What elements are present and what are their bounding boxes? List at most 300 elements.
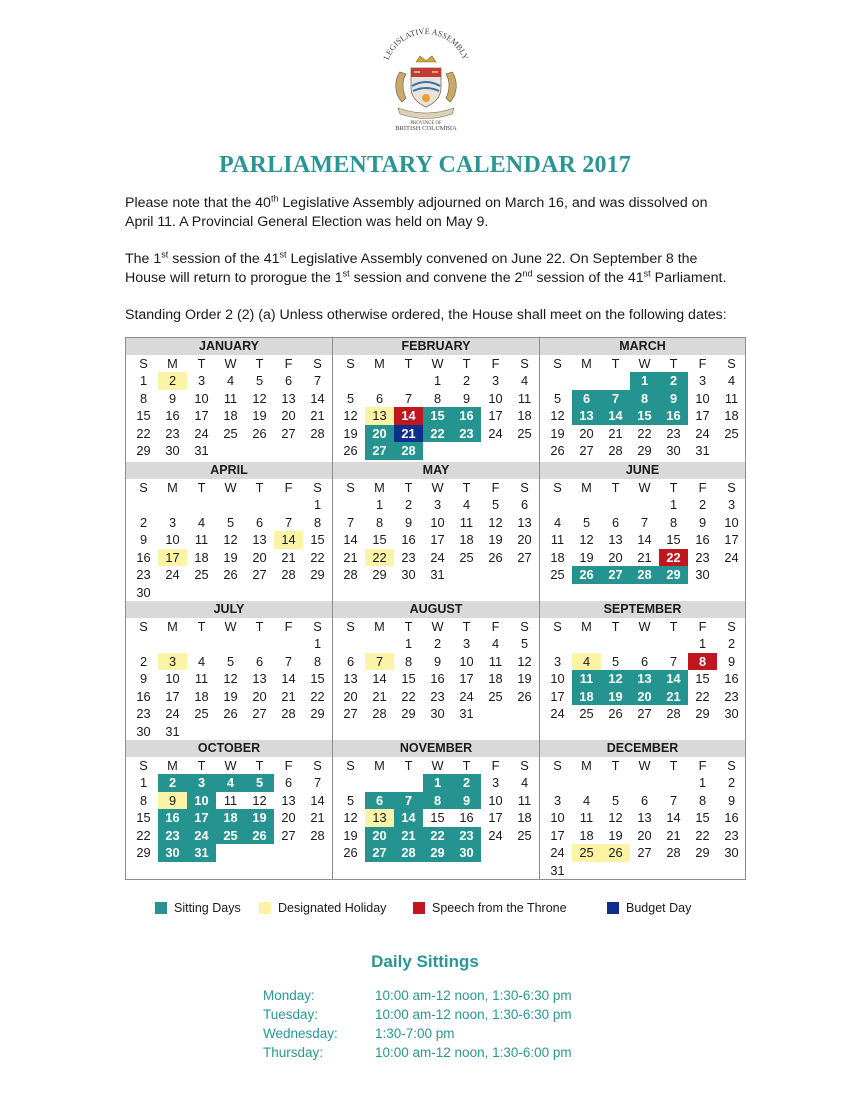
weekday-letter: W	[638, 480, 651, 495]
day-cell: 24	[695, 425, 710, 441]
weekday-letter: T	[197, 480, 206, 495]
weekday-header	[336, 757, 539, 774]
day-cell: 12	[223, 671, 238, 686]
day-cell: 6	[346, 653, 355, 669]
day-cell-sitting: 3	[187, 774, 216, 792]
page-title: PARLIAMENTARY CALENDAR 2017	[218, 152, 632, 178]
day-cell: 25	[488, 688, 503, 704]
empty-cell	[274, 635, 303, 653]
day-cell: 6	[284, 373, 293, 388]
day-cell: 6	[611, 514, 620, 530]
day-cell: 28	[608, 443, 623, 458]
weekday-letter: T	[462, 758, 471, 773]
day-cell-sitting: 26	[245, 827, 274, 845]
day-cell: 9	[139, 532, 148, 547]
day-cell: 25	[194, 567, 209, 582]
weekday-letter: W	[224, 356, 237, 371]
day-grid	[543, 774, 745, 879]
day-grid	[129, 496, 332, 601]
empty-cell	[543, 774, 572, 792]
day-cell: 27	[252, 567, 267, 582]
month-name: FEBRUARY	[333, 338, 539, 355]
weekday-letter: S	[139, 356, 148, 371]
day-grid	[129, 372, 332, 460]
day-cell-sitting: 20	[630, 688, 659, 706]
day-cell: 11	[724, 390, 739, 406]
legend-item-budget	[607, 899, 691, 917]
day-cell-sitting: 1	[423, 774, 452, 792]
month-september	[540, 601, 745, 740]
day-cell: 6	[520, 497, 529, 512]
day-cell-throne-speech: 8	[688, 653, 717, 671]
day-cell: 17	[488, 408, 503, 423]
day-cell: 11	[194, 532, 209, 547]
day-cell: 25	[550, 567, 565, 582]
p2-sup2: st	[279, 249, 287, 260]
day-cell: 7	[313, 373, 322, 388]
day-cell-sitting: 27	[601, 566, 630, 584]
day-cell: 8	[139, 792, 148, 808]
day-cell: 21	[281, 549, 296, 565]
day-cell: 21	[666, 827, 681, 843]
day-cell: 14	[343, 532, 358, 547]
month-november	[333, 740, 540, 879]
day-cell: 31	[550, 862, 565, 878]
day-cell: 18	[579, 827, 594, 843]
day-cell: 29	[637, 443, 652, 458]
p2-text-c: Legislative Assembly convened on June 22. On September 8 the House will return to prorogue the 1	[125, 251, 698, 286]
day-cell: 6	[640, 653, 649, 669]
day-cell: 31	[695, 443, 710, 458]
day-cell: 20	[281, 810, 296, 825]
day-cell: 19	[517, 671, 532, 686]
day-cell: 3	[698, 373, 707, 388]
empty-cell	[601, 635, 630, 653]
day-cell: 23	[401, 549, 416, 565]
day-cell: 18	[223, 408, 238, 423]
day-cell: 4	[197, 514, 206, 530]
empty-cell	[659, 774, 688, 792]
month-name: APRIL	[126, 462, 332, 479]
day-cell-sitting: 23	[452, 827, 481, 845]
weekday-letter: S	[139, 758, 148, 773]
day-cell: 29	[695, 845, 710, 860]
weekday-letter: F	[284, 480, 293, 495]
day-cell: 5	[226, 653, 235, 669]
empty-cell	[601, 496, 630, 514]
day-cell: 12	[252, 390, 267, 406]
weekday-letter: M	[374, 480, 385, 495]
day-cell: 5	[611, 653, 620, 669]
day-cell: 18	[517, 408, 532, 423]
day-cell: 9	[433, 653, 442, 669]
day-cell: 19	[343, 425, 358, 441]
day-cell-sitting: 15	[630, 407, 659, 425]
day-cell: 9	[139, 671, 148, 686]
day-cell: 25	[223, 425, 238, 441]
day-cell: 26	[252, 425, 267, 441]
weekday-letter: S	[313, 619, 322, 634]
empty-cell	[572, 372, 601, 390]
day-cell-sitting: 23	[452, 425, 481, 443]
day-cell: 3	[491, 373, 500, 388]
day-cell: 27	[637, 845, 652, 860]
day-cell: 27	[252, 706, 267, 721]
day-cell: 3	[553, 653, 562, 669]
weekday-letter: T	[611, 480, 620, 495]
weekday-letter: S	[313, 356, 322, 371]
day-cell-sitting: 27	[365, 442, 394, 460]
day-cell: 10	[550, 810, 565, 825]
day-cell: 3	[491, 775, 500, 790]
empty-cell	[216, 496, 245, 514]
weekday-letter: W	[224, 758, 237, 773]
day-cell: 31	[430, 567, 445, 582]
empty-cell	[543, 372, 572, 390]
weekday-letter: S	[727, 480, 736, 495]
month-name: AUGUST	[333, 601, 539, 618]
day-cell: 1	[669, 497, 678, 512]
day-cell: 26	[550, 443, 565, 458]
day-cell: 25	[517, 827, 532, 843]
day-cell: 3	[727, 497, 736, 512]
empty-cell	[394, 372, 423, 390]
weekday-letter: T	[255, 356, 264, 371]
day-cell: 12	[517, 653, 532, 669]
weekday-letter: S	[346, 758, 355, 773]
day-cell: 8	[375, 514, 384, 530]
day-cell: 26	[517, 688, 532, 704]
day-cell: 13	[252, 671, 267, 686]
day-cell: 6	[640, 792, 649, 808]
weekday-letter: S	[520, 356, 529, 371]
day-cell: 4	[553, 514, 562, 530]
month-december	[540, 740, 745, 879]
month-name: DECEMBER	[540, 740, 745, 757]
day-cell-sitting: 7	[601, 390, 630, 408]
day-cell: 14	[310, 390, 325, 406]
empty-cell	[187, 635, 216, 653]
day-cell: 27	[579, 443, 594, 458]
day-cell: 17	[724, 532, 739, 547]
weekday-letter: W	[431, 758, 444, 773]
weekday-letter: T	[197, 356, 206, 371]
day-cell: 29	[401, 706, 416, 721]
day-cell: 13	[608, 532, 623, 547]
weekday-letter: S	[553, 356, 562, 371]
weekday-letter: S	[139, 619, 148, 634]
p1-sup: th	[270, 193, 279, 204]
daily-sittings-title: Daily Sittings	[371, 952, 479, 971]
empty-cell	[365, 774, 394, 792]
day-cell-holiday: 7	[365, 653, 394, 671]
p2-sup3: st	[342, 267, 350, 278]
weekday-header	[336, 479, 539, 496]
standing-order-note: Standing Order 2 (2) (a) Unless otherwise ordered, the House shall meet on the following dates:	[125, 307, 727, 323]
month-april	[126, 462, 333, 601]
weekday-letter: F	[491, 758, 500, 773]
day-cell-sitting: 6	[572, 390, 601, 408]
day-cell-sitting: 28	[630, 566, 659, 584]
day-cell: 24	[430, 549, 445, 565]
day-cell: 17	[459, 671, 474, 686]
day-cell: 11	[550, 532, 565, 547]
weekday-letter: T	[255, 619, 264, 634]
day-grid	[336, 496, 539, 584]
day-cell: 11	[579, 810, 594, 825]
day-cell-sitting: 24	[187, 827, 216, 845]
day-cell: 16	[165, 408, 180, 423]
day-grid	[129, 635, 332, 740]
day-cell: 27	[281, 827, 296, 843]
day-cell-throne-speech: 22	[659, 549, 688, 567]
empty-cell	[274, 496, 303, 514]
weekday-letter: T	[255, 758, 264, 773]
day-cell: 5	[611, 792, 620, 808]
weekday-header	[129, 479, 332, 496]
day-cell: 7	[313, 775, 322, 790]
day-cell: 14	[637, 532, 652, 547]
day-cell: 27	[517, 549, 532, 565]
day-cell-holiday: 4	[572, 653, 601, 671]
weekday-letter: S	[727, 619, 736, 634]
day-cell: 1	[139, 775, 148, 790]
weekday-letter: T	[404, 480, 413, 495]
day-cell: 28	[666, 706, 681, 721]
day-cell: 25	[724, 425, 739, 441]
day-cell: 2	[433, 636, 442, 651]
day-cell: 20	[281, 408, 296, 423]
day-cell: 19	[252, 408, 267, 423]
day-cell: 15	[695, 810, 710, 825]
day-cell: 28	[343, 567, 358, 582]
day-grid	[543, 496, 745, 584]
day-cell: 9	[698, 514, 707, 530]
day-cell: 22	[310, 549, 325, 565]
day-cell: 18	[724, 408, 739, 423]
weekday-header	[336, 355, 539, 372]
legend	[155, 899, 755, 917]
weekday-letter: T	[611, 758, 620, 773]
weekday-letter: F	[698, 758, 707, 773]
p2-sup4: nd	[522, 267, 533, 278]
weekday-letter: F	[284, 619, 293, 634]
legend-label-sitting: Sitting Days	[174, 901, 241, 915]
day-cell: 19	[488, 532, 503, 547]
day-cell-holiday: 17	[158, 549, 187, 567]
day-cell-sitting: 18	[572, 688, 601, 706]
day-cell: 3	[168, 514, 177, 530]
day-cell: 1	[433, 373, 442, 388]
day-cell: 10	[695, 390, 710, 406]
sitting-day: Tuesday:	[263, 1007, 319, 1022]
day-cell-sitting: 26	[572, 566, 601, 584]
weekday-header	[129, 618, 332, 635]
day-cell: 1	[404, 636, 413, 651]
day-cell: 4	[582, 792, 591, 808]
empty-cell	[630, 496, 659, 514]
day-cell: 31	[459, 706, 474, 721]
weekday-letter: S	[553, 619, 562, 634]
month-name: MAY	[333, 462, 539, 479]
day-cell: 13	[343, 671, 358, 686]
day-cell: 16	[401, 532, 416, 547]
legislative-assembly-crest	[378, 28, 474, 132]
day-cell: 8	[313, 653, 322, 669]
empty-cell	[245, 496, 274, 514]
day-cell: 6	[255, 514, 264, 530]
day-cell-sitting: 16	[452, 407, 481, 425]
day-cell: 28	[310, 827, 325, 843]
weekday-letter: S	[520, 758, 529, 773]
day-cell: 3	[462, 636, 471, 651]
empty-cell	[543, 635, 572, 653]
sitting-time: 1:30-7:00 pm	[375, 1026, 455, 1041]
day-cell: 11	[517, 390, 532, 406]
day-cell: 9	[404, 514, 413, 530]
day-cell: 13	[252, 532, 267, 547]
day-cell: 28	[281, 567, 296, 582]
weekday-letter: T	[611, 356, 620, 371]
day-cell: 20	[579, 425, 594, 441]
day-cell-holiday: 25	[572, 844, 601, 862]
empty-cell	[187, 496, 216, 514]
day-cell-sitting: 20	[365, 425, 394, 443]
day-cell: 15	[666, 532, 681, 547]
day-cell: 18	[550, 549, 565, 565]
day-cell: 19	[223, 549, 238, 565]
day-cell: 11	[223, 792, 238, 808]
day-cell-sitting: 29	[423, 844, 452, 862]
empty-cell	[336, 496, 365, 514]
weekday-letter: S	[727, 356, 736, 371]
weekday-letter: T	[669, 356, 678, 371]
weekday-letter: T	[255, 480, 264, 495]
day-cell: 15	[310, 532, 325, 547]
weekday-letter: F	[284, 356, 293, 371]
day-cell: 16	[459, 810, 474, 825]
day-cell: 16	[695, 532, 710, 547]
day-cell: 25	[459, 549, 474, 565]
weekday-letter: F	[491, 356, 500, 371]
month-name: NOVEMBER	[333, 740, 539, 757]
day-cell: 7	[284, 653, 293, 669]
legend-swatch-throne	[413, 902, 425, 914]
day-cell: 7	[346, 514, 355, 530]
day-cell-sitting: 9	[452, 792, 481, 810]
day-cell-budget: 21	[394, 425, 423, 443]
day-cell: 19	[550, 425, 565, 441]
day-cell: 24	[488, 827, 503, 843]
day-cell-holiday: 9	[158, 792, 187, 810]
day-cell: 26	[343, 443, 358, 458]
day-cell-sitting: 30	[158, 844, 187, 862]
day-cell-sitting: 30	[452, 844, 481, 862]
weekday-letter: F	[698, 619, 707, 634]
month-october	[126, 740, 333, 879]
day-cell: 5	[226, 514, 235, 530]
day-cell: 14	[310, 792, 325, 808]
day-cell: 9	[727, 653, 736, 669]
empty-cell	[129, 635, 158, 653]
p2-text-a: The 1	[125, 251, 162, 267]
weekday-header	[543, 479, 745, 496]
day-cell: 27	[281, 425, 296, 441]
weekday-letter: M	[581, 356, 592, 371]
day-cell: 24	[488, 425, 503, 441]
weekday-letter: M	[581, 758, 592, 773]
day-cell: 10	[165, 532, 180, 547]
day-cell: 28	[666, 845, 681, 860]
day-cell: 25	[579, 706, 594, 721]
weekday-letter: W	[638, 758, 651, 773]
legend-swatch-holiday	[259, 902, 271, 914]
day-cell: 16	[724, 671, 739, 686]
day-cell: 26	[608, 706, 623, 721]
day-cell: 3	[197, 373, 206, 388]
day-cell-holiday: 14	[274, 531, 303, 549]
weekday-letter: F	[491, 480, 500, 495]
day-cell: 9	[168, 390, 177, 406]
weekday-letter: S	[553, 758, 562, 773]
day-cell: 8	[404, 653, 413, 669]
day-cell: 14	[281, 671, 296, 686]
day-cell-sitting: 9	[659, 390, 688, 408]
p2-text-d: session and convene the 2	[349, 269, 523, 286]
day-cell: 10	[430, 514, 445, 530]
day-cell: 12	[223, 532, 238, 547]
day-cell: 23	[165, 425, 180, 441]
day-cell: 19	[343, 827, 358, 843]
day-cell: 17	[488, 810, 503, 825]
day-cell: 4	[197, 653, 206, 669]
weekday-letter: T	[462, 480, 471, 495]
day-cell: 15	[136, 408, 151, 423]
weekday-letter: M	[167, 356, 178, 371]
weekday-letter: S	[520, 619, 529, 634]
day-cell-sitting: 19	[601, 688, 630, 706]
day-cell: 4	[520, 775, 529, 790]
day-cell-holiday: 22	[365, 549, 394, 567]
weekday-letter: T	[462, 619, 471, 634]
weekday-letter: S	[346, 480, 355, 495]
month-name: JUNE	[540, 462, 745, 479]
day-cell: 18	[459, 532, 474, 547]
month-february	[333, 338, 540, 462]
sitting-time: 10:00 am-12 noon, 1:30-6:30 pm	[375, 988, 572, 1003]
weekday-letter: S	[520, 480, 529, 495]
day-cell: 5	[346, 390, 355, 406]
day-cell-sitting: 2	[452, 774, 481, 792]
weekday-letter: S	[313, 480, 322, 495]
day-cell-sitting: 5	[245, 774, 274, 792]
legend-label-holiday: Designated Holiday	[278, 901, 387, 915]
day-cell: 24	[194, 425, 209, 441]
weekday-letter: F	[491, 619, 500, 634]
day-grid	[336, 774, 539, 862]
day-cell: 10	[488, 792, 503, 808]
empty-cell	[630, 774, 659, 792]
day-cell: 10	[459, 653, 474, 669]
day-cell: 2	[139, 653, 148, 669]
empty-cell	[365, 635, 394, 653]
empty-cell	[129, 496, 158, 514]
day-cell: 4	[491, 636, 500, 651]
empty-cell	[336, 635, 365, 653]
legend-item-sitting	[155, 899, 241, 917]
day-cell: 30	[666, 443, 681, 458]
weekday-letter: F	[698, 480, 707, 495]
